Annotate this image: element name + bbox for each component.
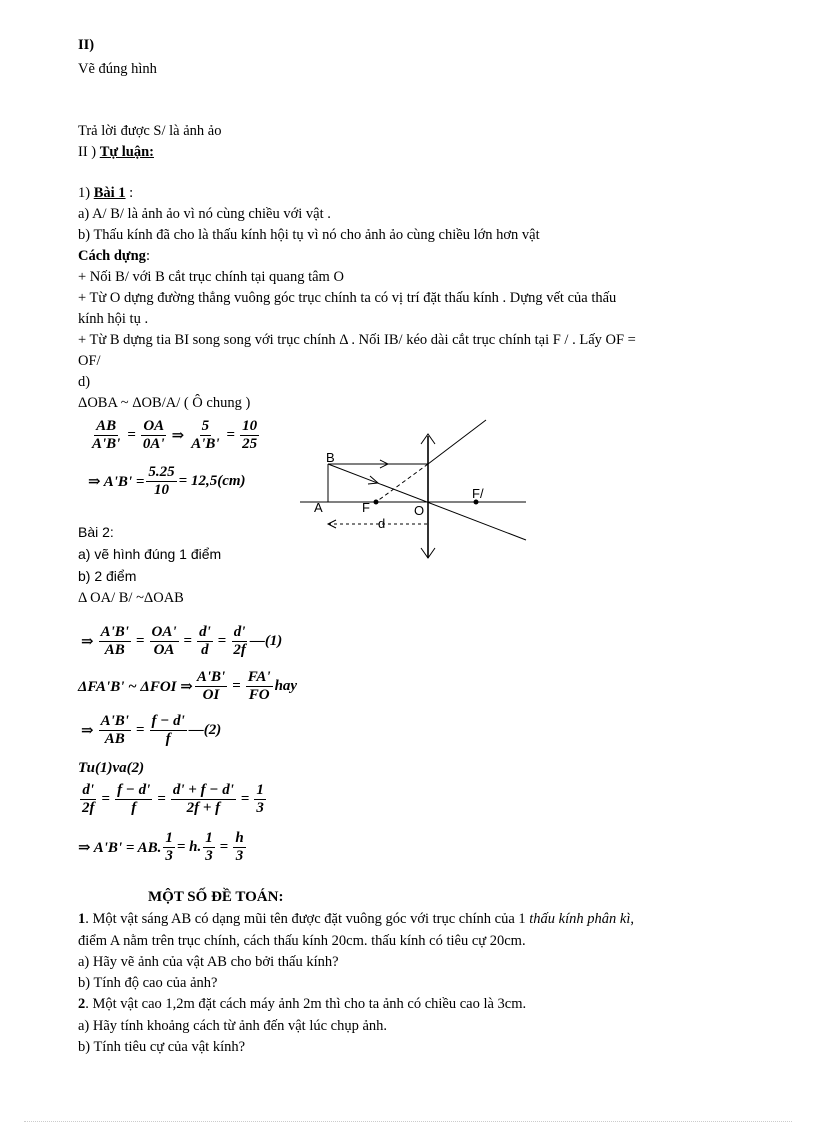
result-equation-apbp: ⇒ A'B' = $\frac{5.25}{10}$ = 12,5(cm) xyxy=(88,464,246,498)
bai2-heading: Bài 2: xyxy=(78,524,114,540)
exercise-1-line-1: 1. Một vật sáng AB có dạng mũi tên được đặt vuông góc với trục chính của 1 thấu kính phân kì, xyxy=(78,911,634,927)
construction-step-1: + Nối B/ với B cắt trục chính tại quang tâm O xyxy=(78,269,344,285)
exercise-1-part-b: b) Tính độ cao của ảnh? xyxy=(78,975,218,991)
formula-1: ⇒ $\frac{A'B'}{AB}$ = $\frac{OA'}{OA}$ = $\frac{d'}{d}$ = $\frac{d'}{2f}$ —(1) xyxy=(81,624,283,658)
bai2-part-a: a) vẽ hình đúng 1 điểm xyxy=(78,546,222,562)
formula-5: $\frac{d'}{2f}$ = $\frac{f - d'}{f}$ = $\frac{d' + f - d'}{2f + f}$ = $\frac{1}{3}$ xyxy=(82,782,264,816)
page-bottom-divider xyxy=(24,1121,792,1122)
bai1-part-a: a) A/ B/ là ảnh ảo vì nó cùng chiều với vật . xyxy=(78,206,331,222)
focus-f-point xyxy=(374,500,379,505)
exercise-1-line-2: điểm A nằm trên trục chính, cách thấu kính 20cm. thấu kính có tiêu cự 20cm. xyxy=(78,933,526,949)
bai2-similar-triangles: Δ OA/ B/ ~ΔOAB xyxy=(78,590,184,606)
ratio-equation-1: $\frac{AB}{A'B'}$ = $\frac{OA}{0A'}$ ⇒ $\frac{5}{A'B'}$ = $\frac{10}{25}$ xyxy=(92,418,258,452)
ray-refracted xyxy=(428,420,486,464)
section-heading-ii: II) xyxy=(78,37,95,53)
exercises-heading: MỘT SỐ ĐỀ TOÁN: xyxy=(148,889,284,905)
bai1-heading: 1) Bài 1 : xyxy=(78,185,134,201)
lens-ray-diagram xyxy=(300,412,540,562)
draw-correct-text: Vẽ đúng hình xyxy=(78,61,157,77)
essay-heading: II ) Tự luận: xyxy=(78,144,154,160)
formula-3: ⇒ $\frac{A'B'}{AB}$ = $\frac{f - d'}{f}$ —(2) xyxy=(81,713,222,747)
exercise-2-part-b: b) Tính tiêu cự của vật kính? xyxy=(78,1039,246,1055)
construction-step-2-line-2: kính hội tụ . xyxy=(78,311,149,327)
part-d-label: d) xyxy=(78,374,91,390)
exercise-2-line-1: 2. Một vật cao 1,2m đặt cách máy ảnh 2m thì cho ta ảnh có chiều cao là 3cm. xyxy=(78,996,527,1012)
label-a: A xyxy=(314,500,323,515)
construction-step-3-line-1: + Từ B dựng tia BI song song với trục chính Δ . Nối IB/ kéo dài cắt trục chính tại F / . Lấy OF = xyxy=(78,332,636,348)
construction-heading: Cách dựng: xyxy=(78,248,150,264)
label-fprime: F/ xyxy=(472,486,484,501)
label-b: B xyxy=(326,450,335,465)
label-d: d xyxy=(378,516,386,531)
formula-2: ΔFA'B' ~ ΔFOI ⇒ $\frac{A'B'}{OI}$ = $\frac{FA'}{FO}$ hay xyxy=(78,669,298,703)
answer-virtual-text: Trả lời được S/ là ảnh ảo xyxy=(78,123,222,139)
bai1-part-b: b) Thấu kính đã cho là thấu kính hội tụ vì nó cho ảnh ảo cùng chiều lớn hơn vật xyxy=(78,227,540,243)
label-o: O xyxy=(414,503,425,518)
formula-6: ⇒ A'B' = AB. $\frac{1}{3}$ = h. $\frac{1}{3}$ = $\frac{h}{3}$ xyxy=(78,830,244,864)
formula-from-1-and-2: Tu(1)va(2) xyxy=(78,760,145,776)
similar-triangles-statement: ΔOBA ~ ΔOB/A/ ( Ô chung ) xyxy=(78,395,251,411)
construction-step-2-line-1: + Từ O dựng đường thẳng vuông góc trục chính ta có vị trí đặt thấu kính . Dựng vết của thấu xyxy=(78,290,617,306)
exercise-1-part-a: a) Hãy vẽ ảnh của vật AB cho bởi thấu kính? xyxy=(78,954,339,970)
bai2-part-b: b) 2 điểm xyxy=(78,568,137,584)
exercise-2-part-a: a) Hãy tính khoảng cách từ ảnh đến vật lúc chụp ảnh. xyxy=(78,1018,388,1034)
ray-extension-dashed xyxy=(376,464,428,502)
construction-step-3-line-2: OF/ xyxy=(78,353,101,369)
label-f: F xyxy=(362,500,370,515)
